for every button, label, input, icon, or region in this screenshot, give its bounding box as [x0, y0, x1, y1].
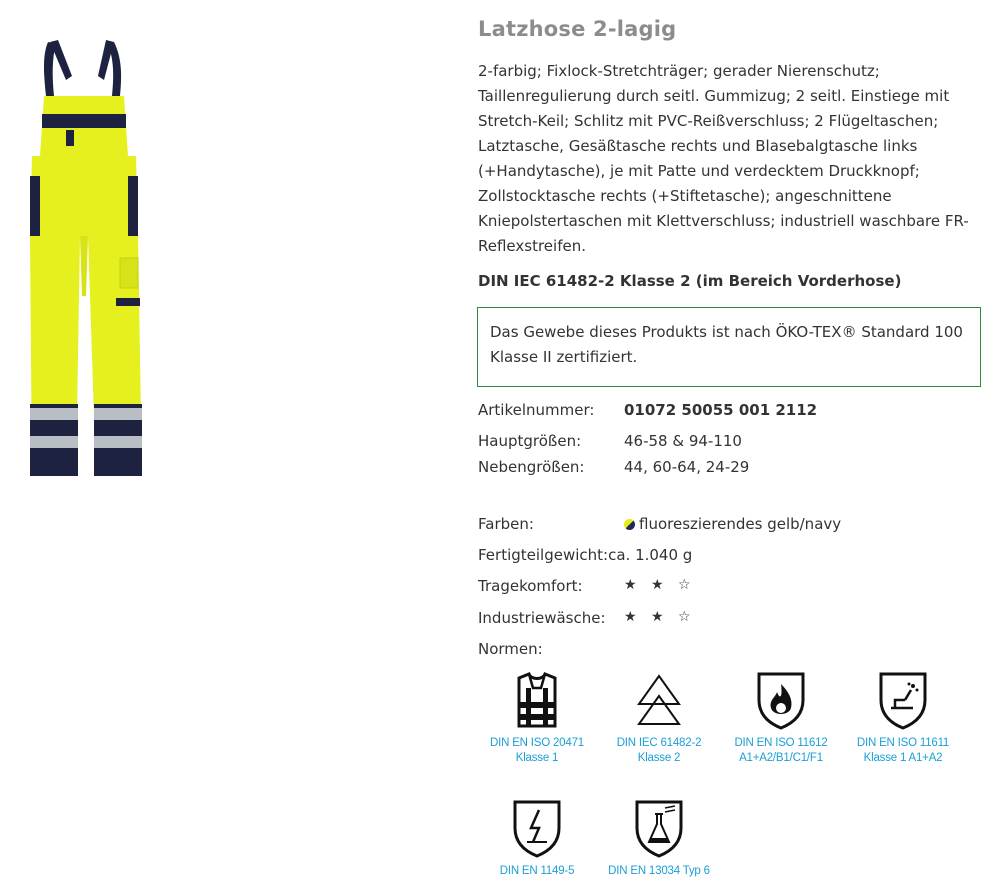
norm-13034-line1: DIN EN 13034 Typ 6	[608, 865, 710, 877]
product-title: Latzhose 2-lagig	[478, 17, 677, 41]
flame-shield-icon	[753, 670, 809, 730]
comfort-label: Tragekomfort:	[478, 577, 583, 595]
laundry-label: Industriewäsche:	[478, 609, 606, 627]
norm-61482-line2: Klasse 2	[637, 752, 681, 764]
colors-row	[478, 515, 842, 533]
din-standard-line: DIN IEC 61482-2 Klasse 2 (im Bereich Vorderhose)	[478, 272, 902, 290]
norm-en-iso-11611[interactable]	[844, 670, 962, 766]
article-number-row	[478, 401, 818, 419]
norm-11612-line2: A1+A2/B1/C1/F1	[739, 752, 823, 764]
weight-label: Fertigteilgewicht:	[478, 546, 609, 564]
oeko-tex-notice	[477, 307, 981, 387]
weight-row	[478, 546, 692, 564]
secondary-sizes-row	[478, 458, 750, 476]
main-sizes-label: Hauptgrößen:	[478, 432, 582, 450]
product-description: 2-farbig; Fixlock-Stretchträger; gerader Nierenschutz; Taillenregulierung durch seitl. Gummizug; 2 seitl. Einstiege mit Stretch-Keil; Schlitz mit PVC-Reißverschluss; 2 Flügeltaschen; Latztasche, Gesäßtasche rechts und Blasebalgtasche links (+Handytasche), je mit Patte und verdecktem Druckknopf; Zollstocktasche rechts (+Stiftetasche); angeschnittene Kniepolstertaschen mit Klettverschluss; industriell waschbare FR-Reflexstreifen.	[478, 62, 969, 255]
hi-vis-vest-icon	[509, 670, 565, 730]
comfort-row	[478, 577, 696, 595]
oeko-tex-text: Das Gewebe dieses Produkts ist nach ÖKO-TEX® Standard 100 Klasse II zertifiziert.	[490, 323, 963, 366]
norm-11611-line2: Klasse 1 A1+A2	[863, 752, 943, 764]
comfort-rating-stars: ★ ★ ☆	[624, 577, 696, 593]
norm-en-iso-20471[interactable]	[478, 670, 596, 766]
norm-61482-line1: DIN IEC 61482-2	[616, 737, 702, 749]
color-swatch-icon	[624, 519, 635, 530]
secondary-sizes-value: 44, 60-64, 24-29	[624, 458, 750, 476]
norm-11611-line1: DIN EN ISO 11611	[856, 737, 950, 749]
norm-1149-line1: DIN EN 1149-5	[499, 865, 575, 877]
laundry-row	[478, 609, 696, 627]
norms-label: Normen:	[478, 640, 543, 658]
main-sizes-row	[478, 432, 742, 450]
arc-flash-icon	[631, 670, 687, 730]
norm-en-1149-5[interactable]	[478, 798, 596, 879]
article-number-label: Artikelnummer:	[478, 401, 595, 419]
article-number-value: 01072 50055 001 2112	[624, 401, 818, 419]
chemical-shield-icon	[631, 798, 687, 858]
norm-11612-line1: DIN EN ISO 11612	[734, 737, 828, 749]
laundry-rating-stars: ★ ★ ☆	[624, 609, 696, 625]
colors-value: fluoreszierendes gelb/navy	[639, 515, 842, 533]
norm-en-iso-11612[interactable]	[722, 670, 840, 766]
norm-en-13034[interactable]	[600, 798, 718, 879]
weight-value: ca. 1.040 g	[608, 546, 693, 564]
norm-20471-line1: DIN EN ISO 20471	[490, 737, 584, 749]
welding-shield-icon	[875, 670, 931, 730]
colors-label: Farben:	[478, 515, 534, 533]
antistatic-shield-icon	[509, 798, 565, 858]
product-image	[20, 36, 150, 484]
main-sizes-value: 46-58 & 94-110	[624, 432, 742, 450]
secondary-sizes-label: Nebengrößen:	[478, 458, 585, 476]
norm-iec-61482-2[interactable]	[600, 670, 718, 766]
norm-20471-line2: Klasse 1	[515, 752, 559, 764]
